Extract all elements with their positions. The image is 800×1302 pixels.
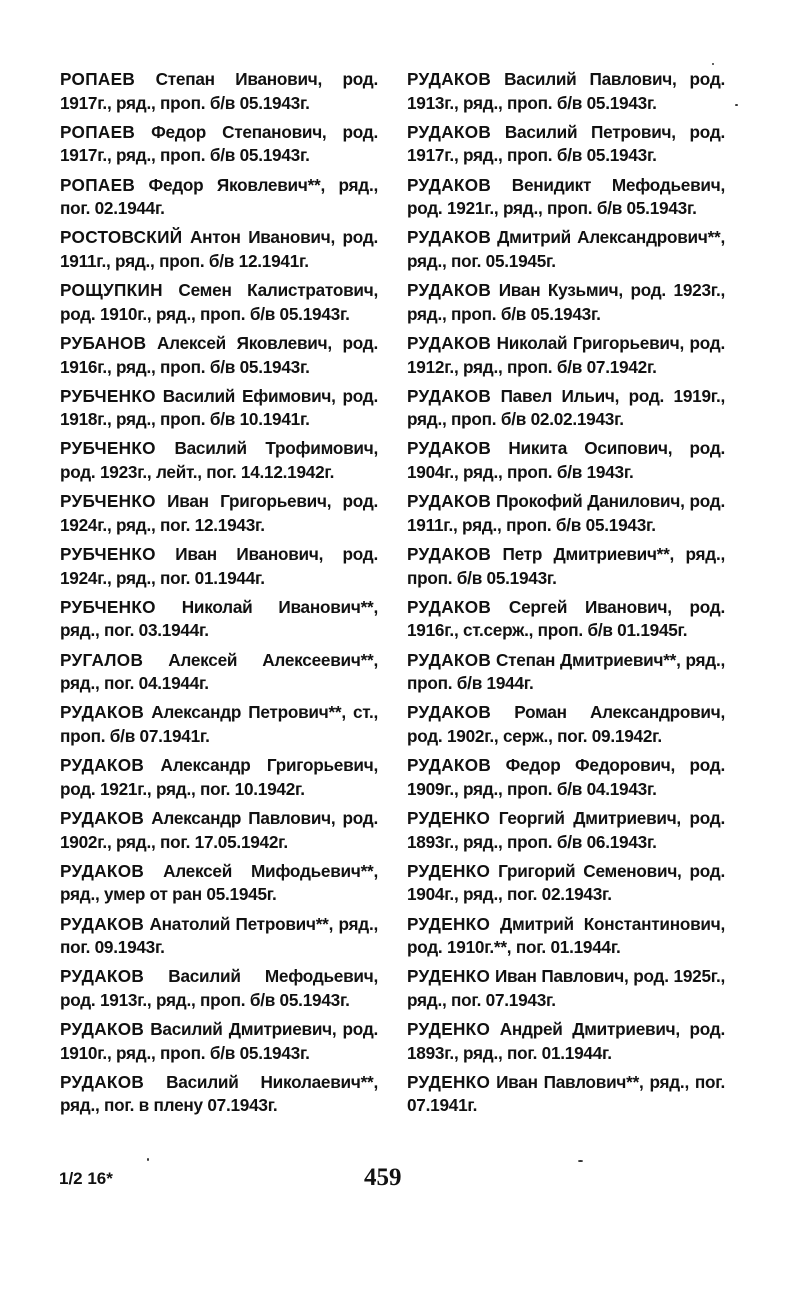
printer-signature: 1/2 16*: [59, 1169, 113, 1188]
entry-details: Григорий Семенович, род. 1904г., ряд., пог. 02.1943г.: [407, 860, 725, 905]
entry-details: Степан Иванович, род. 1917г., ряд., проп. б/в 05.1943г.: [60, 69, 378, 113]
entry-surname: РУБЧЕНКО: [60, 544, 156, 565]
register-entry: [407, 754, 725, 801]
register-entry: [60, 68, 378, 115]
register-entry: [407, 807, 725, 854]
entry-details: Петр Дмитриевич**, ряд., проп. б/в 05.1943г.: [407, 544, 725, 588]
entry-details: Федор Яковлевич**, ряд., пог. 02.1944г.: [60, 174, 378, 219]
entry-surname: РУДАКОВ: [60, 702, 145, 723]
entry-surname: РУБАНОВ: [60, 332, 147, 353]
register-entry: [60, 279, 378, 326]
entry-surname: РУДАКОВ: [60, 966, 145, 987]
register-entry: [407, 649, 725, 696]
page-footer: [0, 1164, 800, 1204]
register-entry: [407, 490, 725, 537]
entry-details: Василий Павлович, род. 1913г., ряд., проп. б/в 05.1943г.: [407, 69, 726, 113]
entry-details: Анатолий Петрович**, ряд., пог. 09.1943г.: [60, 913, 378, 958]
entry-surname: РОСТОВСКИЙ: [60, 227, 183, 248]
register-entry: [407, 860, 725, 907]
entry-surname: РУДАКОВ: [60, 807, 145, 828]
entry-surname: РУДАКОВ: [60, 1071, 145, 1092]
register-entry: [407, 174, 725, 221]
entry-details: Никита Осипович, род. 1904г., ряд., проп. б/в 1943г.: [407, 438, 726, 483]
entry-details: Иван Иванович, род. 1924г., ряд., пог. 01.1944г.: [60, 544, 378, 588]
register-entry: [60, 385, 378, 432]
right-column: [407, 68, 725, 1124]
entry-surname: РУДАКОВ: [407, 332, 492, 353]
entry-surname: РУДЕНКО: [407, 913, 491, 934]
register-entry: [407, 279, 725, 326]
entry-surname: РУБЧЕНКО: [60, 438, 156, 459]
entry-details: Василий Ефимович, род. 1918г., ряд., проп. б/в 10.1941г.: [60, 385, 378, 430]
entry-details: Алексей Яковлевич, род. 1916г., ряд., проп. б/в 05.1943г.: [60, 332, 378, 377]
entry-surname: РУДАКОВ: [407, 438, 492, 459]
entry-surname: РУБЧЕНКО: [60, 491, 156, 512]
register-entry: [60, 965, 378, 1012]
entry-details: Василий Петрович, род. 1917г., ряд., проп. б/в 05.1943г.: [407, 121, 726, 166]
entry-surname: РУДАКОВ: [60, 755, 145, 776]
entry-details: Роман Александрович, род. 1902г., серж., пог. 09.1942г.: [407, 702, 725, 746]
entry-details: Николай Григорьевич, род. 1912г., ряд., проп. б/в 07.1942г.: [407, 332, 725, 377]
entry-surname: РУДАКОВ: [407, 649, 492, 670]
entry-details: Дмитрий Александрович**, ряд., пог. 05.1945г.: [407, 227, 725, 271]
entry-details: Василий Дмитриевич, род. 1910г., ряд., проп. б/в 05.1943г.: [60, 1019, 379, 1063]
register-entry: [60, 913, 378, 960]
entry-details: Алексей Мифодьевич**, ряд., умер от ран 05.1945г.: [60, 860, 379, 905]
register-entry: [60, 174, 378, 221]
register-entry: [60, 437, 378, 484]
register-entry: [60, 543, 378, 590]
register-entry: [407, 121, 725, 168]
entry-surname: РУДАКОВ: [407, 491, 492, 512]
entry-surname: РУДАКОВ: [407, 755, 492, 776]
entry-details: Василий Николаевич**, ряд., пог. в плену 07.1943г.: [60, 1071, 378, 1116]
entry-surname: РУДАКОВ: [407, 69, 492, 89]
entry-details: Иван Кузьмич, род. 1923г., ряд., проп. б/в 05.1943г.: [407, 280, 725, 324]
entry-details: Степан Дмитриевич**, ряд., проп. б/в 1944г.: [407, 649, 725, 694]
entry-details: Иван Павлович**, ряд., пог. 07.1941г.: [407, 1071, 725, 1116]
register-entry: [407, 1071, 725, 1118]
register-entry: [60, 596, 378, 643]
entry-surname: РУДАКОВ: [60, 860, 145, 881]
register-entry: [60, 649, 378, 696]
register-entry: [60, 754, 378, 801]
entry-details: Федор Федорович, род. 1909г., ряд., проп. б/в 04.1943г.: [407, 755, 725, 799]
entry-details: Николай Иванович**, ряд., пог. 03.1944г.: [60, 596, 379, 641]
entry-surname: РУДАКОВ: [407, 227, 492, 248]
register-entry: [60, 1018, 378, 1065]
entry-surname: РУГАЛОВ: [60, 649, 144, 670]
entry-surname: РУДЕНКО: [407, 807, 491, 828]
entry-details: Василий Мефодьевич, род. 1913г., ряд., проп. б/в 05.1943г.: [60, 966, 378, 1010]
entry-details: Александр Григорьевич, род. 1921г., ряд., пог. 10.1942г.: [60, 755, 378, 799]
entry-surname: РУДАКОВ: [407, 385, 492, 406]
entry-details: Семен Калистратович, род. 1910г., ряд., проп. б/в 05.1943г.: [60, 280, 379, 324]
register-entry: [60, 701, 378, 748]
entry-surname: РУБЧЕНКО: [60, 385, 156, 406]
entry-surname: РУДАКОВ: [407, 544, 492, 565]
entry-details: Иван Григорьевич, род. 1924г., ряд., пог. 12.1943г.: [60, 491, 378, 535]
register-entry: [407, 437, 725, 484]
entry-surname: РУДАКОВ: [407, 121, 492, 142]
register-entry: [407, 913, 725, 960]
register-entry: [407, 543, 725, 590]
entry-surname: РУДАКОВ: [60, 1019, 145, 1040]
register-entry: [407, 332, 725, 379]
entry-details: Сергей Иванович, род. 1916г., ст.серж., проп. б/в 01.1945г.: [407, 596, 725, 641]
scan-speck: [578, 1160, 583, 1162]
entry-surname: РУДЕНКО: [407, 860, 491, 881]
entry-surname: РУДАКОВ: [407, 174, 492, 195]
entry-details: Александр Павлович, род. 1902г., ряд., пог. 17.05.1942г.: [60, 807, 378, 852]
entry-details: Георгий Дмитриевич, род. 1893г., ряд., проп. б/в 06.1943г.: [407, 807, 725, 852]
entry-details: Антон Иванович, род. 1911г., ряд., проп. б/в 12.1941г.: [60, 227, 379, 271]
register-entry: [407, 965, 725, 1012]
entry-surname: РОПАЕВ: [60, 69, 136, 89]
entry-details: Прокофий Данилович, род. 1911г., ряд., проп. б/в 05.1943г.: [407, 491, 725, 535]
register-entry: [60, 332, 378, 379]
entry-details: Алексей Алексеевич**, ряд., пог. 04.1944г.: [60, 649, 378, 694]
entry-details: Венидикт Мефодьевич, род. 1921г., ряд., проп. б/в 05.1943г.: [407, 174, 725, 219]
register-entry: [407, 385, 725, 432]
entry-details: Павел Ильич, род. 1919г., ряд., проп. б/в 02.02.1943г.: [407, 385, 725, 430]
entry-details: Василий Трофимович, род. 1923г., лейт., пог. 14.12.1942г.: [60, 438, 378, 483]
entry-surname: РУДАКОВ: [407, 702, 492, 723]
entry-surname: РУДЕНКО: [407, 1019, 491, 1040]
register-entry: [407, 596, 725, 643]
entry-details: Иван Павлович, род. 1925г., ряд., пог. 07.1943г.: [407, 966, 726, 1010]
page-number: 459: [364, 1164, 402, 1191]
register-entry: [60, 226, 378, 273]
entry-surname: РОПАЕВ: [60, 174, 136, 195]
entry-surname: РУДЕНКО: [407, 1071, 491, 1092]
register-entry: [60, 121, 378, 168]
scan-speck: [735, 104, 738, 106]
entry-details: Федор Степанович, род. 1917г., ряд., проп. б/в 05.1943г.: [60, 121, 378, 166]
register-entry: [407, 701, 725, 748]
entry-surname: РОЩУПКИН: [60, 280, 163, 301]
register-entry: [60, 1071, 378, 1118]
entry-details: Александр Петрович**, ст., проп. б/в 07.1941г.: [60, 702, 378, 746]
entry-surname: РОПАЕВ: [60, 121, 136, 142]
scan-speck: [712, 63, 714, 65]
entry-surname: РУДАКОВ: [60, 913, 145, 934]
register-entry: [60, 490, 378, 537]
register-entry: [407, 68, 725, 115]
register-entry: [407, 1018, 725, 1065]
scan-speck: [147, 1158, 149, 1161]
entry-surname: РУБЧЕНКО: [60, 596, 156, 617]
register-entry: [407, 226, 725, 273]
register-entry: [60, 807, 378, 854]
register-entry: [60, 860, 378, 907]
entry-details: Андрей Дмитриевич, род. 1893г., ряд., пог. 01.1944г.: [407, 1019, 725, 1063]
entry-surname: РУДАКОВ: [407, 596, 492, 617]
entry-surname: РУДАКОВ: [407, 280, 492, 301]
entry-details: Дмитрий Константинович, род. 1910г.**, пог. 01.1944г.: [407, 913, 725, 958]
left-column: [60, 68, 378, 1124]
entry-surname: РУДЕНКО: [407, 966, 491, 987]
